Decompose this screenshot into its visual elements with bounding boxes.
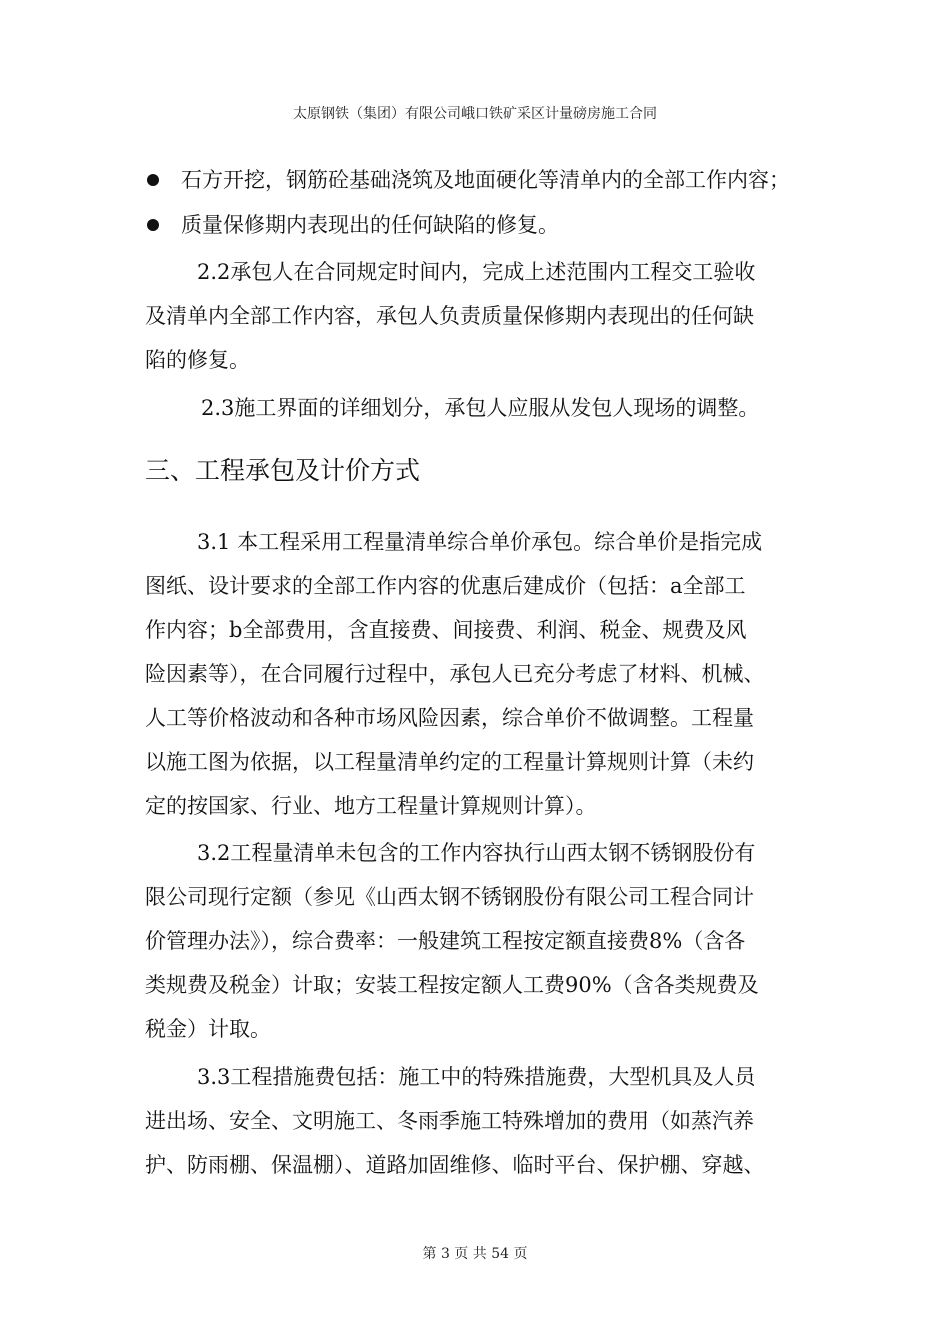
clause-line: 护、防雨棚、保温棚）、道路加固维修、临时平台、保护棚、穿越、 [145,1153,765,1177]
clause-line: 类规费及税金）计取；安装工程按定额人工费90%（含各类规费及 [145,973,759,997]
clause-line: 以施工图为依据，以工程量清单约定的工程量计算规则计算（未约 [145,750,754,774]
clause-line: 2.3施工界面的详细划分，承包人应服从发包人现场的调整。 [201,396,760,420]
clause-line: 税金）计取。 [145,1017,271,1041]
clause-line: 人工等价格波动和各种市场风险因素，综合单价不做调整。工程量 [145,706,754,730]
section-3-heading [145,451,825,491]
clause-line: 定的按国家、行业、地方工程量计算规则计算）。 [145,794,597,818]
list-item [145,162,825,198]
list-item-text: 质量保修期内表现出的任何缺陷的修复。 [181,213,559,237]
list-item-text: 石方开挖，钢筋砼基础浇筑及地面硬化等清单内的全部工作内容； [181,168,790,192]
page-header [0,104,950,124]
clause-line: 作内容；b全部费用，含直接费、间接费、利润、税金、规费及风 [145,618,747,642]
scope-bullet-list [145,162,825,243]
page-footer [0,1244,950,1264]
clause-line: 价管理办法》），综合费率：一般建筑工程按定额直接费8%（含各 [145,929,746,953]
clause-line: 3.3工程措施费包括：施工中的特殊措施费，大型机具及人员 [197,1065,756,1089]
clause-3-3 [145,1055,825,1187]
clause-2-3 [145,386,825,430]
page-number-label: 第 3 页 共 54 页 [422,1246,528,1262]
contract-title: 太原钢铁（集团）有限公司峨口铁矿采区计量磅房施工合同 [293,106,657,122]
bullet-dot-icon [147,219,159,231]
clause-line: 图纸、设计要求的全部工作内容的优惠后建成价（包括：a全部工 [145,574,746,598]
clause-line: 陷的修复。 [145,348,250,372]
clause-line: 限公司现行定额（参见《山西太钢不锈钢股份有限公司工程合同计 [145,885,754,909]
clause-3-1 [145,520,825,828]
list-item [145,207,825,243]
clause-line: 3.1 本工程采用工程量清单综合单价承包。综合单价是指完成 [197,530,763,554]
clause-3-2 [145,831,825,1051]
bullet-dot-icon [147,174,159,186]
section-heading: 三、工程承包及计价方式 [145,456,421,485]
clause-line: 3.2工程量清单未包含的工作内容执行山西太钢不锈钢股份有 [197,841,756,865]
clause-2-2 [145,250,825,382]
clause-line: 及清单内全部工作内容，承包人负责质量保修期内表现出的任何缺 [145,304,754,328]
clause-line: 险因素等），在合同履行过程中，承包人已充分考虑了材料、机械、 [145,662,765,686]
clause-line: 进出场、安全、文明施工、冬雨季施工特殊增加的费用（如蒸汽养 [145,1109,754,1133]
clause-line: 2.2承包人在合同规定时间内，完成上述范围内工程交工验收 [197,260,756,284]
